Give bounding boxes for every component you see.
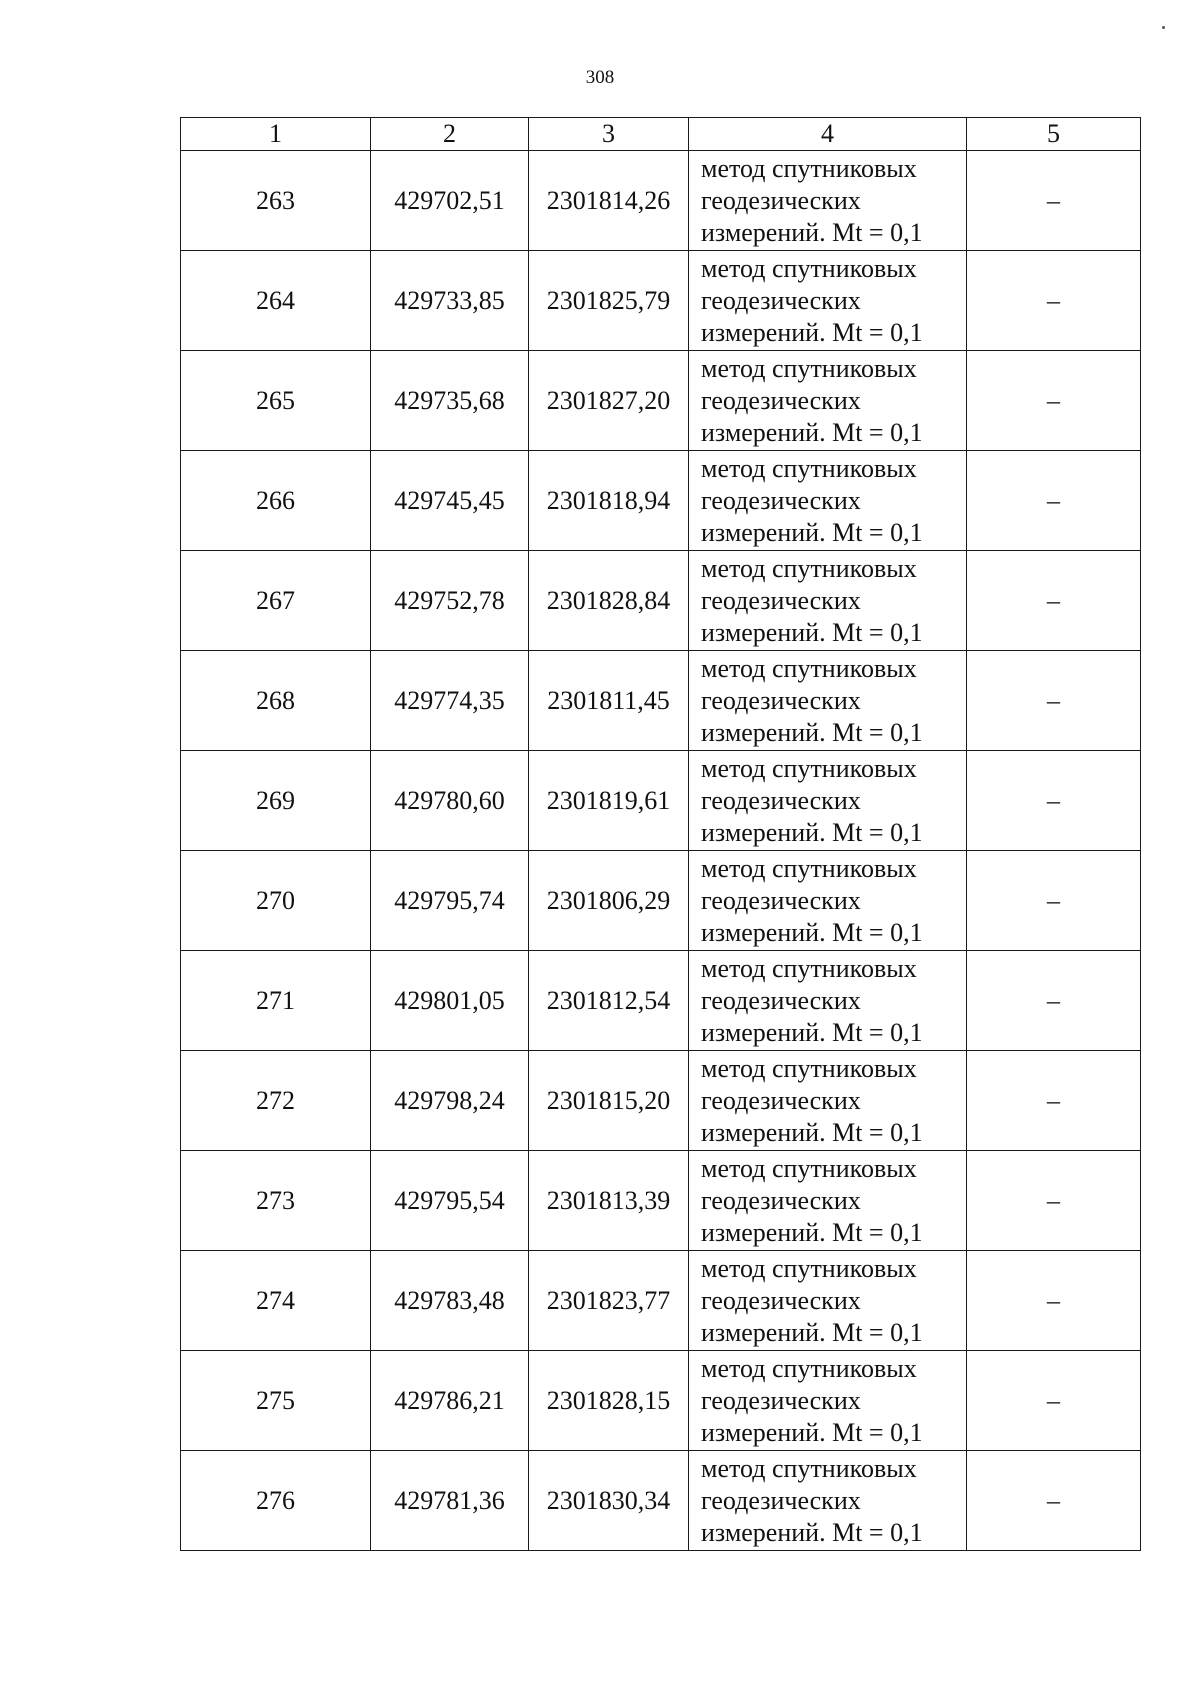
point-number-cell: 272 [181, 1051, 371, 1151]
y-coordinate-cell: 2301815,20 [529, 1051, 689, 1151]
method-line: геодезических [701, 1385, 861, 1415]
x-coordinate-cell: 429780,60 [371, 751, 529, 851]
note-cell: – [967, 151, 1141, 251]
y-coordinate-cell: 2301825,79 [529, 251, 689, 351]
method-line: геодезических [701, 385, 861, 415]
x-coordinate-cell: 429745,45 [371, 451, 529, 551]
method-cell [689, 751, 967, 851]
column-header: 5 [967, 118, 1141, 151]
point-number-cell: 268 [181, 651, 371, 751]
table-row [181, 1151, 1141, 1251]
method-line: измерений. Mt = 0,1 [701, 617, 923, 647]
point-number-cell: 267 [181, 551, 371, 651]
table-row [181, 1051, 1141, 1151]
column-header: 2 [371, 118, 529, 151]
method-line: измерений. Mt = 0,1 [701, 817, 923, 847]
method-line: метод спутниковых [701, 653, 917, 683]
table-row [181, 951, 1141, 1051]
method-line: геодезических [701, 285, 861, 315]
table-row [181, 651, 1141, 751]
point-number-cell: 274 [181, 1251, 371, 1351]
x-coordinate-cell: 429781,36 [371, 1451, 529, 1551]
table-row [181, 851, 1141, 951]
method-line: геодезических [701, 885, 861, 915]
method-line: измерений. Mt = 0,1 [701, 917, 923, 947]
column-header: 3 [529, 118, 689, 151]
note-cell: – [967, 1451, 1141, 1551]
note-cell: – [967, 1351, 1141, 1451]
method-cell [689, 551, 967, 651]
method-cell [689, 651, 967, 751]
method-line: метод спутниковых [701, 1253, 917, 1283]
x-coordinate-cell: 429786,21 [371, 1351, 529, 1451]
note-cell: – [967, 851, 1141, 951]
column-header: 4 [689, 118, 967, 151]
table-row [181, 251, 1141, 351]
x-coordinate-cell: 429783,48 [371, 1251, 529, 1351]
method-line: геодезических [701, 685, 861, 715]
y-coordinate-cell: 2301806,29 [529, 851, 689, 951]
x-coordinate-cell: 429795,74 [371, 851, 529, 951]
x-coordinate-cell: 429801,05 [371, 951, 529, 1051]
point-number-cell: 263 [181, 151, 371, 251]
x-coordinate-cell: 429798,24 [371, 1051, 529, 1151]
method-line: измерений. Mt = 0,1 [701, 317, 923, 347]
method-line: метод спутниковых [701, 1453, 917, 1483]
method-line: геодезических [701, 785, 861, 815]
method-line: геодезических [701, 1085, 861, 1115]
note-cell: – [967, 1251, 1141, 1351]
method-cell [689, 951, 967, 1051]
table-row [181, 1251, 1141, 1351]
method-line: метод спутниковых [701, 953, 917, 983]
point-number-cell: 265 [181, 351, 371, 451]
table-row [181, 1451, 1141, 1551]
method-line: метод спутниковых [701, 1153, 917, 1183]
x-coordinate-cell: 429795,54 [371, 1151, 529, 1251]
method-line: измерений. Mt = 0,1 [701, 217, 923, 247]
note-cell: – [967, 751, 1141, 851]
table-row [181, 551, 1141, 651]
method-line: геодезических [701, 1285, 861, 1315]
method-line: метод спутниковых [701, 353, 917, 383]
table-row [181, 351, 1141, 451]
note-cell: – [967, 251, 1141, 351]
method-line: метод спутниковых [701, 1053, 917, 1083]
method-line: геодезических [701, 1485, 861, 1515]
scan-speck [1162, 26, 1165, 29]
point-number-cell: 275 [181, 1351, 371, 1451]
x-coordinate-cell: 429774,35 [371, 651, 529, 751]
table-header [181, 118, 1141, 151]
table-row [181, 451, 1141, 551]
method-line: геодезических [701, 485, 861, 515]
y-coordinate-cell: 2301828,84 [529, 551, 689, 651]
table-row [181, 1351, 1141, 1451]
method-cell [689, 1051, 967, 1151]
method-cell [689, 151, 967, 251]
point-number-cell: 264 [181, 251, 371, 351]
method-line: метод спутниковых [701, 253, 917, 283]
y-coordinate-cell: 2301813,39 [529, 1151, 689, 1251]
method-line: измерений. Mt = 0,1 [701, 717, 923, 747]
method-line: измерений. Mt = 0,1 [701, 1417, 923, 1447]
point-number-cell: 266 [181, 451, 371, 551]
point-number-cell: 271 [181, 951, 371, 1051]
method-line: метод спутниковых [701, 453, 917, 483]
method-line: геодезических [701, 585, 861, 615]
method-cell [689, 1251, 967, 1351]
y-coordinate-cell: 2301812,54 [529, 951, 689, 1051]
method-cell [689, 1151, 967, 1251]
x-coordinate-cell: 429702,51 [371, 151, 529, 251]
method-line: метод спутниковых [701, 553, 917, 583]
point-number-cell: 269 [181, 751, 371, 851]
method-cell [689, 251, 967, 351]
method-line: метод спутниковых [701, 853, 917, 883]
y-coordinate-cell: 2301811,45 [529, 651, 689, 751]
method-cell [689, 1351, 967, 1451]
note-cell: – [967, 551, 1141, 651]
x-coordinate-cell: 429735,68 [371, 351, 529, 451]
y-coordinate-cell: 2301818,94 [529, 451, 689, 551]
method-cell [689, 851, 967, 951]
y-coordinate-cell: 2301823,77 [529, 1251, 689, 1351]
point-number-cell: 270 [181, 851, 371, 951]
y-coordinate-cell: 2301828,15 [529, 1351, 689, 1451]
method-line: геодезических [701, 1185, 861, 1215]
y-coordinate-cell: 2301830,34 [529, 1451, 689, 1551]
table-row [181, 151, 1141, 251]
note-cell: – [967, 951, 1141, 1051]
method-line: измерений. Mt = 0,1 [701, 1117, 923, 1147]
y-coordinate-cell: 2301814,26 [529, 151, 689, 251]
method-line: измерений. Mt = 0,1 [701, 417, 923, 447]
column-header: 1 [181, 118, 371, 151]
method-line: метод спутниковых [701, 153, 917, 183]
table-body [181, 151, 1141, 1551]
x-coordinate-cell: 429733,85 [371, 251, 529, 351]
x-coordinate-cell: 429752,78 [371, 551, 529, 651]
y-coordinate-cell: 2301819,61 [529, 751, 689, 851]
method-cell [689, 1451, 967, 1551]
method-line: измерений. Mt = 0,1 [701, 1217, 923, 1247]
y-coordinate-cell: 2301827,20 [529, 351, 689, 451]
method-line: метод спутниковых [701, 753, 917, 783]
method-line: геодезических [701, 985, 861, 1015]
method-line: измерений. Mt = 0,1 [701, 1517, 923, 1547]
note-cell: – [967, 1051, 1141, 1151]
method-line: измерений. Mt = 0,1 [701, 1317, 923, 1347]
header-row [181, 118, 1141, 151]
method-line: метод спутниковых [701, 1353, 917, 1383]
point-number-cell: 276 [181, 1451, 371, 1551]
method-line: геодезических [701, 185, 861, 215]
page-number: 308 [585, 67, 615, 88]
method-cell [689, 351, 967, 451]
note-cell: – [967, 451, 1141, 551]
table-row [181, 751, 1141, 851]
note-cell: – [967, 351, 1141, 451]
note-cell: – [967, 651, 1141, 751]
coordinates-table [180, 117, 1141, 1551]
point-number-cell: 273 [181, 1151, 371, 1251]
note-cell: – [967, 1151, 1141, 1251]
method-line: измерений. Mt = 0,1 [701, 1017, 923, 1047]
method-line: измерений. Mt = 0,1 [701, 517, 923, 547]
method-cell [689, 451, 967, 551]
